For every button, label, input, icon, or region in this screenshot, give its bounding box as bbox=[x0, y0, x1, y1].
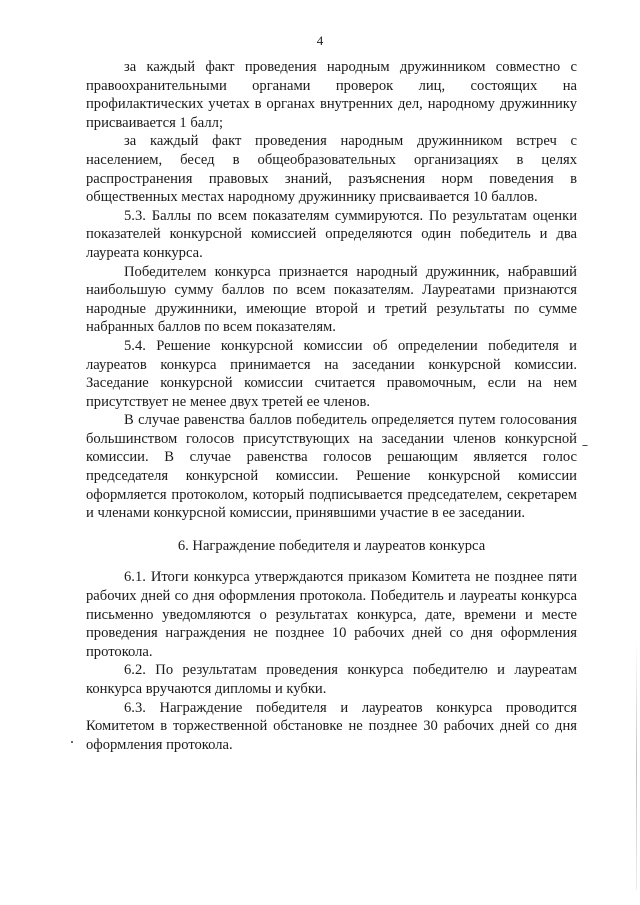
scan-speck bbox=[582, 445, 588, 446]
paragraph-inspections-points: за каждый факт проведения народным дружинником совместно с правоохранительными органами проверок лиц, состоящих на профилактических учетах в органах внутренних дел, народному дружиннику присваивается 1 балл; bbox=[86, 59, 577, 131]
paragraph-winner-definition: Победителем конкурса признается народный дружинник, набравший наибольшую сумму баллов по всем показателям. Лауреатами признаются народные дружинники, имеющие второй и третий результаты по сумме набранных баллов по всем показателям. bbox=[86, 263, 577, 336]
scan-speck bbox=[71, 741, 73, 743]
page-number: 4 bbox=[316, 33, 324, 48]
document-body bbox=[86, 58, 577, 754]
paragraph-6-3: 6.3. Награждение победителя и лауреатов конкурса проводится Комитетом в торжественной обстановке не позднее 30 рабочих дней со дня оформления протокола. bbox=[86, 699, 577, 753]
paragraph-tie-break: В случае равенства баллов победитель определяется путем голосования большинством голосов присутствующих на заседании членов конкурсной комиссии. В случае равенства голосов решающим является голос председателя конкурсной комиссии. Решение конкурсной комиссии оформляется протоколом, который подписывается председателем, секретарем и членами конкурсной комиссии, принявшими участие в ее заседании. bbox=[86, 412, 577, 522]
section-heading-6: 6. Награждение победителя и лауреатов конкурса bbox=[177, 537, 486, 554]
scan-page-edge bbox=[636, 640, 637, 890]
paragraph-meetings-points: за каждый факт проведения народным дружинником встреч с населением, бесед в общеобразовательных организациях в целях распространения правовых знаний, разъяснения норм поведения в общественных местах народному дружиннику присваивается 10 баллов. bbox=[86, 133, 577, 206]
paragraph-5-3: 5.3. Баллы по всем показателям суммируются. По результатам оценки показателей конкурсной комиссией определяются один победитель и два лауреата конкурса. bbox=[86, 207, 577, 261]
paragraph-5-4: 5.4. Решение конкурсной комиссии об определении победителя и лауреатов конкурса принимается на заседании конкурсной комиссии. Заседание конкурсной комиссии считается правомочным, если на нем присутствует не менее двух третей ее членов. bbox=[86, 337, 577, 410]
paragraph-6-1: 6.1. Итоги конкурса утверждаются приказом Комитета не позднее пяти рабочих дней со дня оформления протокола. Победитель и лауреаты конкурса письменно уведомляются о результатах конкурса, дате, времени и месте проведения награждения не позднее 10 рабочих дней со дня оформления протокола. bbox=[86, 569, 577, 660]
paragraph-6-2: 6.2. По результатам проведения конкурса победителю и лауреатам конкурса вручаются дипломы и кубки. bbox=[86, 662, 577, 697]
